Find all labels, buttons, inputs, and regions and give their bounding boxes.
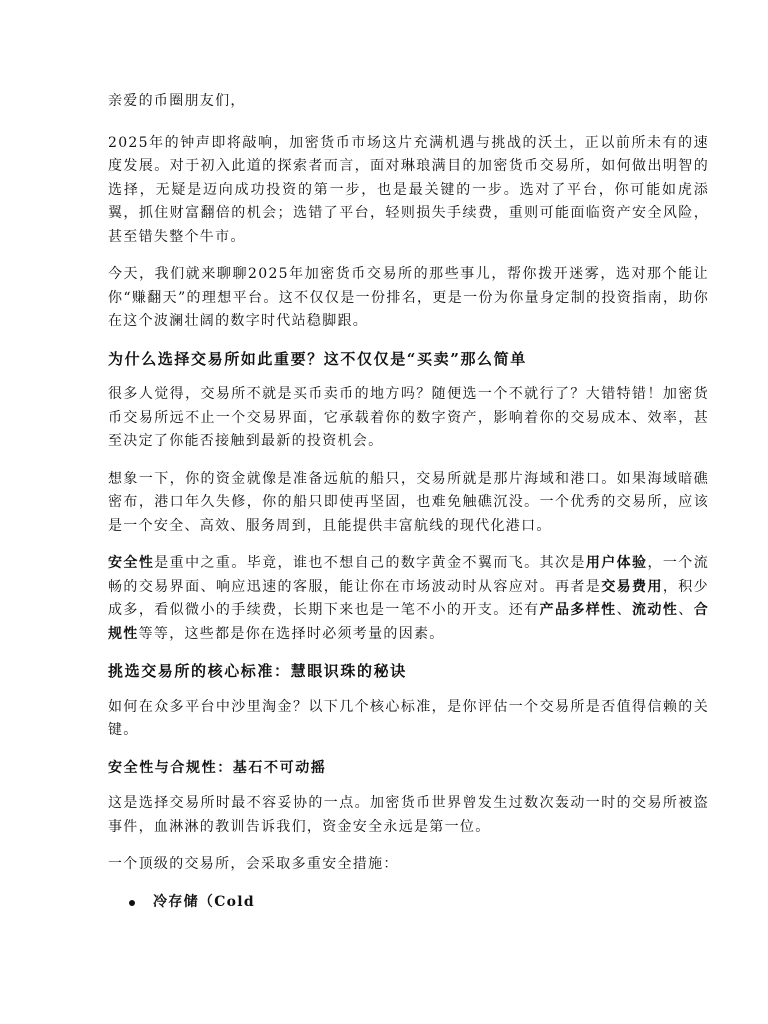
- body-text: 、: [616, 602, 633, 618]
- body-text: 是重中之重。毕竟，谁也不想自己的数字黄金不翼而飞。其次是: [154, 555, 586, 571]
- paragraph: [108, 792, 709, 839]
- subsection-security-body: [108, 792, 709, 877]
- body-text: 如何在众多平台中沙里淘金？以下几个核心标准，是你评估一个交易所是否值得信赖的关键。: [108, 698, 709, 738]
- list-item-label: 冷存储（Cold: [153, 893, 255, 910]
- section-criteria-body: [108, 696, 709, 743]
- body-text: 一个顶级的交易所，会采取多重安全措施：: [108, 856, 399, 872]
- article: [108, 90, 709, 914]
- paragraph: [108, 468, 709, 539]
- body-text: 这是选择交易所时最不容妥协的一点。加密货币世界曾发生过数次轰动一时的交易所被盗事件，血淋淋的教训告诉我们，资金安全永远是第一位。: [108, 795, 709, 835]
- emphasis-text: 合规性: [108, 602, 709, 642]
- body-text: 今天，我们就来聊聊2025年加密货币交易所的那些事儿，帮你拨开迷雾，选对那个能让你“赚翻天”的理想平台。这不仅仅是一份排名，更是一份为你量身定制的投资指南，助你在这个波澜壮阔的数字时代站稳脚跟。: [108, 266, 709, 329]
- emphasis-text: 产品多样性: [539, 602, 617, 618]
- subsection-heading-security: 安全性与合规性：基石不可动摇: [108, 759, 327, 776]
- paragraph: [108, 132, 709, 250]
- paragraph: [108, 696, 709, 743]
- security-measures-list: [108, 891, 709, 915]
- body-text: ，一个流畅的交易界面、响应迅速的客服，能让你在市场波动时从容应对。再者是: [108, 555, 710, 595]
- emphasis-text: 用户体验: [585, 555, 648, 571]
- intro: [108, 132, 709, 334]
- paragraph: [108, 853, 709, 877]
- paragraph: [108, 263, 709, 334]
- body-text: 很多人觉得，交易所不就是买币卖币的地方吗？随便选一个不就行了？大错特错！加密货币交易所远不止一个交易界面，它承载着你的数字资产，影响着你的交易成本、效率，甚至决定了你能否接触到最新的投资机会。: [108, 386, 709, 449]
- emphasis-text: 安全性: [108, 555, 155, 571]
- body-text: ，积少成多，看似微小的手续费，长期下来也是一笔不小的开支。还有: [108, 578, 709, 618]
- body-text: 等等，这些都是你在选择时必须考量的因素。: [138, 625, 445, 642]
- greeting: 亲爱的币圈朋友们，: [108, 93, 246, 109]
- body-text: 2025年的钟声即将敲响，加密货币市场这片充满机遇与挑战的沃土，正以前所未有的速度发展。对于初入此道的探索者而言，面对琳琅满目的加密货币交易所，如何做出明智的选择，无疑是迈向成功投资的第一步，也是最关键的一步。选对了平台，你可能如虎添翼，抓住财富翻倍的机会；选错了平台，轻则损失手续费，重则可能面临资产安全风险，甚至错失整个牛市。: [108, 134, 709, 245]
- emphasis-text: 交易费用: [601, 578, 663, 595]
- body-text: 想象一下，你的资金就像是准备远航的船只，交易所就是那片海域和港口。如果海域暗礁密布，港口年久失修，你的船只即使再坚固，也难免触礁沉没。一个优秀的交易所，应该是一个安全、高效、服务周到，且能提供丰富航线的现代化港口。: [108, 470, 709, 534]
- emphasis-text: 流动性: [632, 602, 679, 618]
- paragraph: [108, 552, 709, 646]
- bullet-icon: [129, 900, 135, 906]
- body-text: 、: [678, 602, 694, 618]
- list-item: [108, 891, 709, 915]
- section-heading-criteria: 挑选交易所的核心标准：慧眼识珠的秘诀: [108, 662, 407, 680]
- section-why-exchange-body: [108, 383, 709, 646]
- section-heading-why-exchange: 为什么选择交易所如此重要？这不仅仅是“买卖”那么简单: [108, 349, 527, 368]
- paragraph: [108, 383, 709, 454]
